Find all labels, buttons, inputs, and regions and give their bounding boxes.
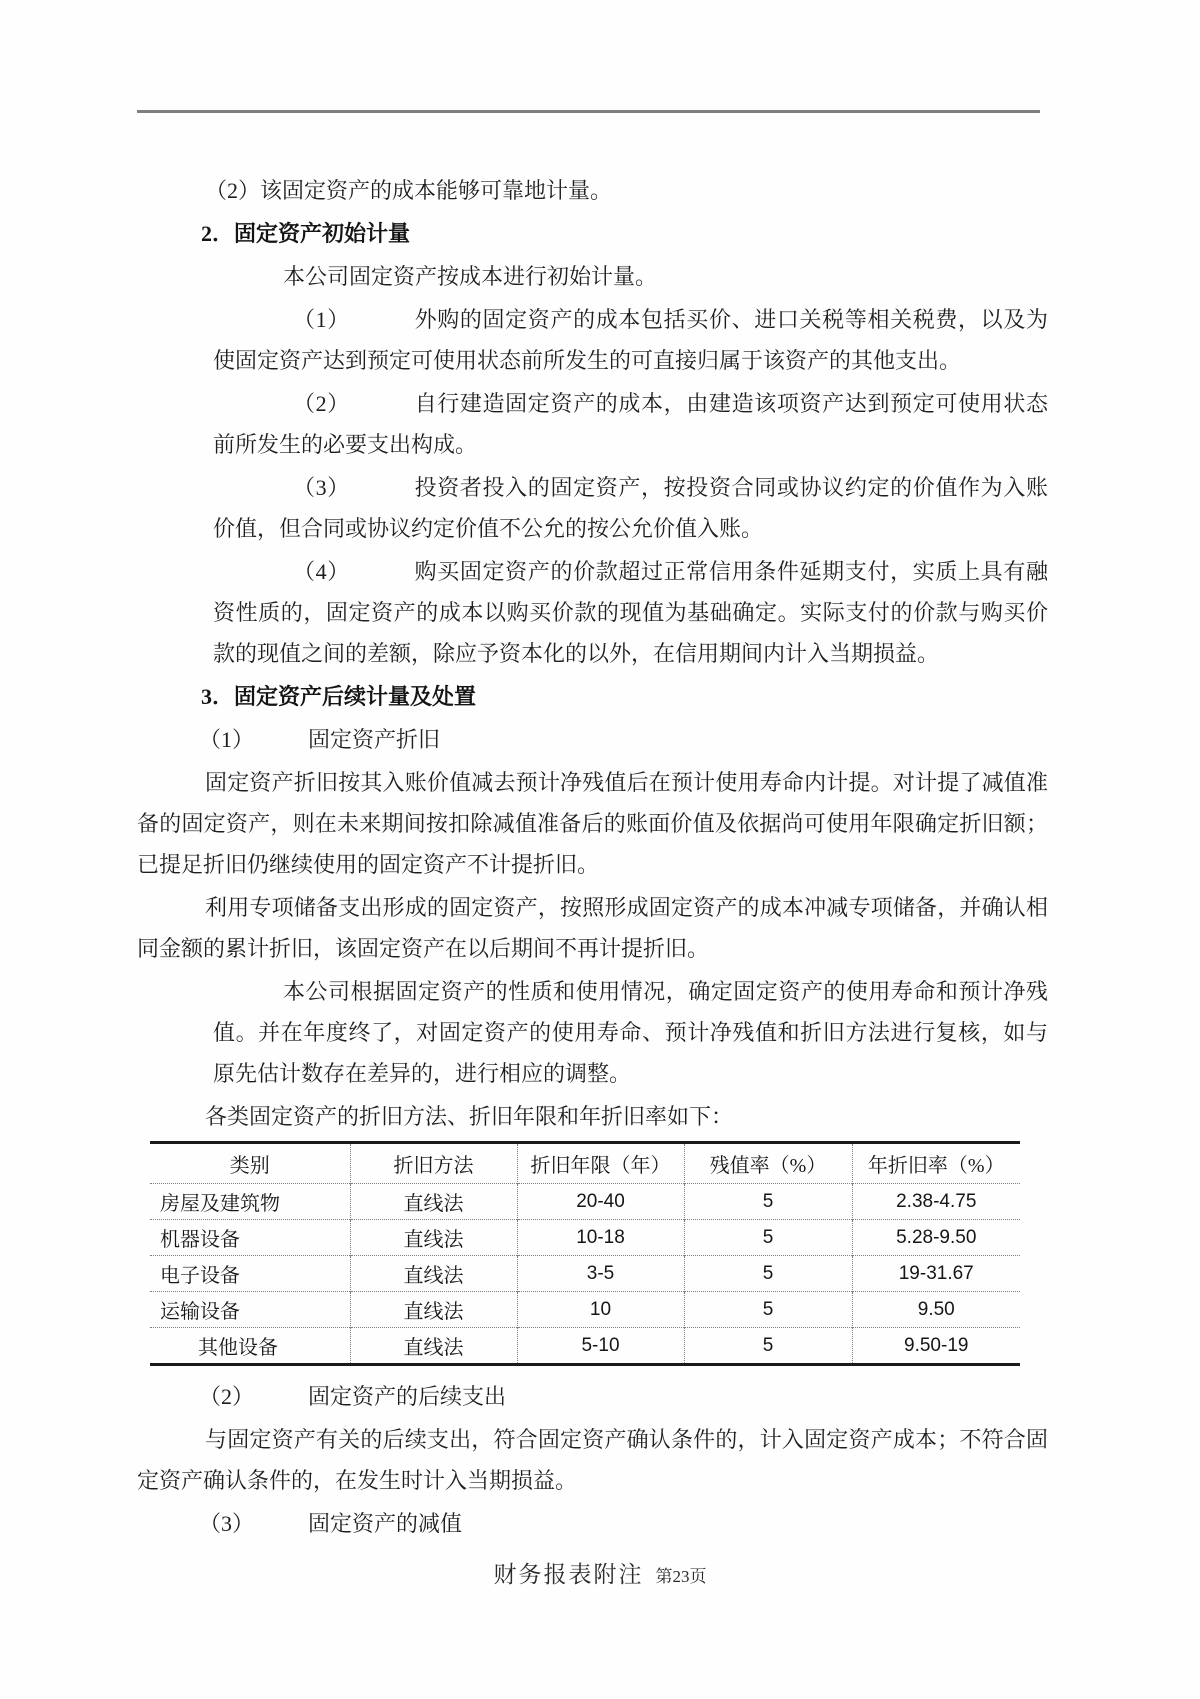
cell-years: 20-40 (517, 1184, 684, 1220)
cell-method: 直线法 (350, 1256, 517, 1292)
paragraph-special-reserve: 利用专项储备支出形成的固定资产，按照形成固定资产的成本冲减专项储备，并确认相同金额的累计折旧，该固定资产在以后期间不再计提折旧。 (137, 895, 1048, 961)
item-text: 固定资产折旧 (308, 727, 441, 752)
header-years: 折旧年限（年） (517, 1143, 684, 1184)
paragraph-subsequent-expenditure: 与固定资产有关的后续支出，符合固定资产确认条件的，计入固定资产成本；不符合固定资产确认条件的，在发生时计入当期损益。 (137, 1427, 1048, 1493)
cell-residual-rate: 5 (684, 1220, 852, 1256)
cell-years: 10-18 (517, 1220, 684, 1256)
cell-annual-rate: 2.38-4.75 (896, 1190, 977, 1212)
header-annual-rate: 年折旧率（%） (867, 1155, 1005, 1177)
item-text: 固定资产的后续支出 (308, 1384, 507, 1409)
section-heading-subsequent-measure: 3．固定资产后续计量及处置 (201, 684, 477, 709)
item-text: 自行建造固定资产的成本，由建造该项资产达到预定可使用状态前所发生的必要支出构成。 (213, 391, 1048, 457)
item-label: （2） (199, 1384, 255, 1409)
cell-method: 直线法 (350, 1220, 517, 1256)
list-item-self-built (213, 383, 1048, 465)
header-residual-rate: 残值率（%） (684, 1143, 852, 1184)
item-label: （4） (293, 559, 350, 584)
table-row (150, 1292, 1020, 1328)
table-row (150, 1328, 1020, 1365)
header-category: 类别 (150, 1143, 350, 1184)
paragraph-useful-life-review: 本公司根据固定资产的性质和使用情况，确定固定资产的使用寿命和预计净残值。并在年度终了，对固定资产的使用寿命、预计净残值和折旧方法进行复核，如与原先估计数存在差异的，进行相应的调整。 (213, 979, 1048, 1086)
item-text: 外购的固定资产的成本包括买价、进口关税等相关税费，以及为使固定资产达到预定可使用状态前所发生的可直接归属于该资产的其他支出。 (213, 307, 1048, 373)
list-item-purchased (213, 299, 1048, 381)
cell-category: 机器设备 (150, 1220, 350, 1256)
page-content (137, 170, 1048, 1546)
cell-annual-rate: 5.28-9.50 (896, 1226, 977, 1248)
sub-item-subsequent-expenditure (137, 1376, 1048, 1417)
table-row (150, 1184, 1020, 1220)
item-text: 固定资产的减值 (308, 1511, 463, 1536)
item-text: 投资者投入的固定资产，按投资合同或协议约定的价值作为入账价值，但合同或协议约定价值不公允的按公允价值入账。 (213, 475, 1048, 541)
paragraph-cost-basis: 本公司固定资产按成本进行初始计量。 (283, 264, 658, 289)
table-row (150, 1256, 1020, 1292)
section-heading-initial-measure: 2．固定资产初始计量 (201, 221, 411, 246)
page-footer (0, 1556, 1200, 1589)
sub-item-impairment (137, 1503, 1048, 1544)
cell-residual-rate: 5 (684, 1328, 852, 1365)
item-label: （3） (199, 1511, 255, 1536)
cell-annual-rate: 19-31.67 (898, 1262, 974, 1284)
cell-years: 3-5 (517, 1256, 684, 1292)
paragraph-depreciation-policy: 固定资产折旧按其入账价值减去预计净残值后在预计使用寿命内计提。对计提了减值准备的固定资产，则在未来期间按扣除减值准备后的账面价值及依据尚可使用年限确定折旧额；已提足折旧仍继续使用的固定资产不计提折旧。 (137, 770, 1048, 877)
cell-residual-rate: 5 (684, 1256, 852, 1292)
cell-category: 运输设备 (150, 1292, 350, 1328)
footer-page-number: 第23页 (655, 1567, 707, 1586)
item-text: 购买固定资产的价款超过正常信用条件延期支付，实质上具有融资性质的，固定资产的成本以购买价款的现值为基础确定。实际支付的价款与购买价款的现值之间的差额，除应予资本化的以外，在信用期间内计入当期损益。 (213, 559, 1048, 666)
table-header-row (150, 1143, 1020, 1184)
cell-residual-rate: 5 (684, 1184, 852, 1220)
cell-annual-rate: 9.50 (917, 1298, 955, 1320)
header-method: 折旧方法 (350, 1143, 517, 1184)
cell-category: 其他设备 (150, 1328, 350, 1365)
cell-method: 直线法 (350, 1328, 517, 1365)
sub-item-depreciation (137, 719, 1048, 760)
cell-category: 电子设备 (150, 1256, 350, 1292)
cell-annual-rate: 9.50-19 (904, 1334, 969, 1356)
footer-title: 财务报表附注 (493, 1562, 644, 1587)
header-rule (137, 110, 1040, 113)
list-item-deferred-payment (213, 551, 1048, 674)
paragraph-reliable-measure: （2）该固定资产的成本能够可靠地计量。 (205, 178, 613, 203)
list-item-investor (213, 467, 1048, 549)
cell-years: 10 (517, 1292, 684, 1328)
item-label: （2） (293, 391, 350, 416)
cell-category: 房屋及建筑物 (150, 1184, 350, 1220)
item-label: （1） (199, 727, 255, 752)
paragraph-table-intro: 各类固定资产的折旧方法、折旧年限和年折旧率如下： (205, 1104, 734, 1129)
depreciation-table (150, 1141, 1020, 1366)
item-label: （1） (293, 307, 350, 332)
item-label: （3） (293, 475, 350, 500)
table-row (150, 1220, 1020, 1256)
cell-residual-rate: 5 (684, 1292, 852, 1328)
cell-method: 直线法 (350, 1292, 517, 1328)
cell-method: 直线法 (350, 1184, 517, 1220)
cell-years: 5-10 (517, 1328, 684, 1365)
